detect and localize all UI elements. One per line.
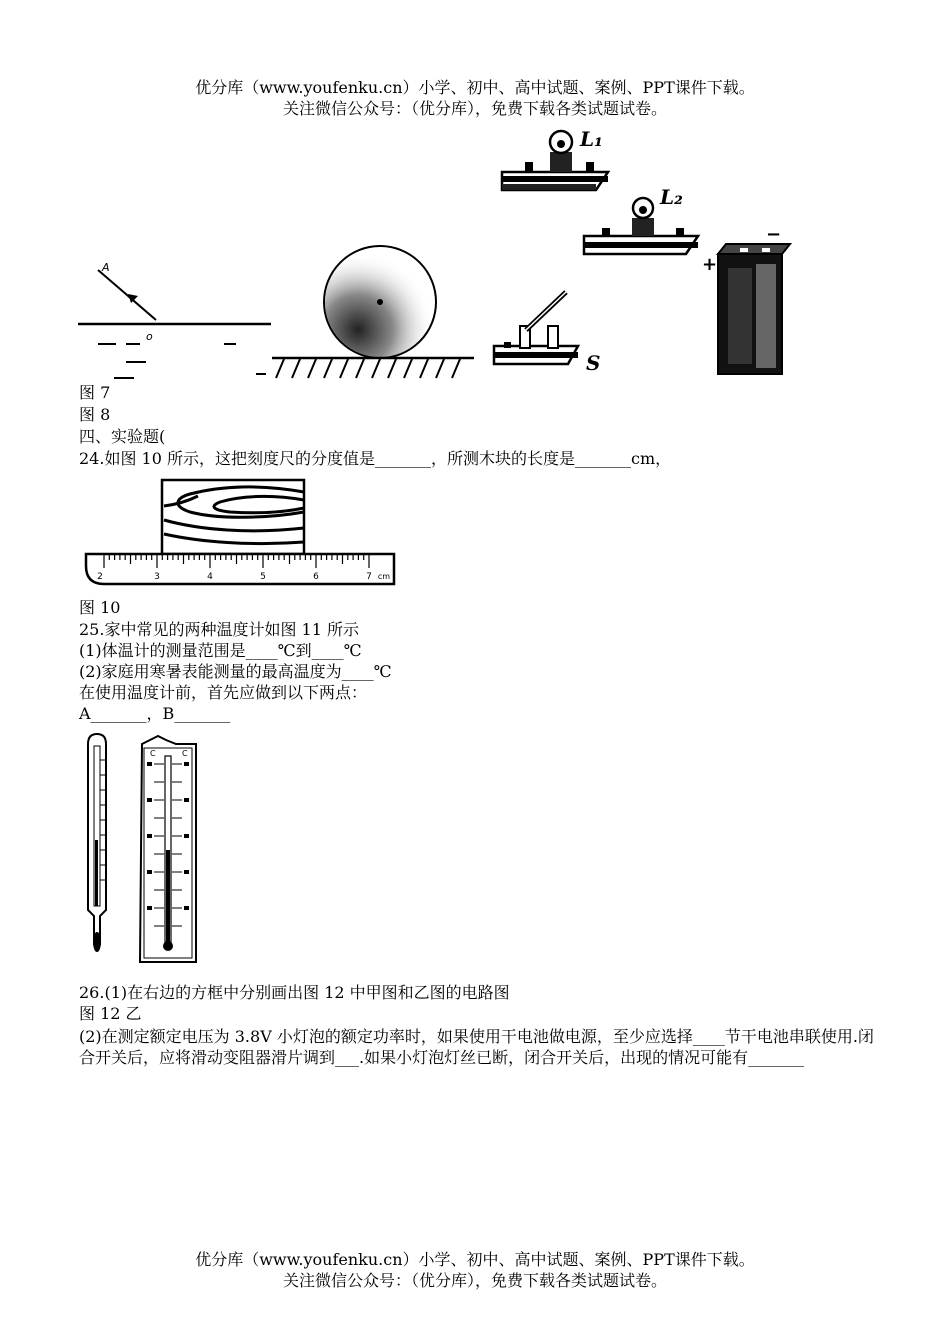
question-25: 25.家中常见的两种温度计如图 11 所示 bbox=[79, 620, 359, 639]
header-line-1: 优分库（www.youfenku.cn）小学、初中、高中试题、案例、PPT课件下载。 bbox=[195, 78, 755, 97]
question-26-part-1: 26.(1)在右边的方框中分别画出图 12 中甲图和乙图的电路图 bbox=[79, 983, 510, 1002]
figure-10-ruler-block bbox=[80, 476, 400, 596]
thermo-unit-right: C bbox=[182, 749, 188, 758]
section-4-heading: 四、实验题( bbox=[79, 427, 166, 446]
question-25-answers: A_______，B_______ bbox=[79, 704, 231, 723]
question-25-part-2: (2)家庭用寒暑表能测量的最高温度为____℃ bbox=[79, 662, 392, 681]
thermo-unit-left: C bbox=[150, 749, 156, 758]
figure-10-caption: 图 10 bbox=[79, 598, 121, 617]
label-plus: + bbox=[702, 254, 718, 275]
question-26-part-2: (2)在测定额定电压为 3.8V 小灯泡的额定功率时，如果使用干电池做电源，至少应选择____节干电池串联使用.闭合开关后，应将滑动变阻器滑片调到___.如果小灯泡灯丝已断，闭合开关后，出现的情况可能有_______ bbox=[79, 1027, 874, 1067]
footer-line-1: 优分库（www.youfenku.cn）小学、初中、高中试题、案例、PPT课件下载。 bbox=[195, 1250, 755, 1269]
figure-8-caption: 图 8 bbox=[79, 405, 111, 424]
figure-7-caption: 图 7 bbox=[79, 383, 111, 402]
circuit-components-figure bbox=[490, 124, 800, 386]
ruler-label-5: 5 bbox=[260, 572, 266, 582]
label-a: A bbox=[102, 261, 110, 274]
ruler-label-7: 7 bbox=[366, 572, 372, 582]
question-24: 24.如图 10 所示，这把刻度尺的分度值是_______，所测木块的长度是_______cm， bbox=[79, 449, 672, 468]
label-l1: L₁ bbox=[580, 127, 603, 151]
header-line-2: 关注微信公众号：（优分库），免费下载各类试题试卷。 bbox=[282, 99, 667, 118]
question-25-part-1: (1)体温计的测量范围是____℃到____℃ bbox=[79, 641, 362, 660]
figure-8-ball-on-ground bbox=[256, 238, 480, 388]
label-o: o bbox=[146, 330, 153, 343]
figure-7-light-reflection bbox=[76, 258, 276, 383]
figure-11-thermometers bbox=[80, 730, 210, 970]
label-minus: − bbox=[766, 224, 782, 245]
question-25-note: 在使用温度计前，首先应做到以下两点： bbox=[79, 683, 368, 702]
label-l2: L₂ bbox=[660, 185, 683, 209]
ruler-label-6: 6 bbox=[313, 572, 319, 582]
ruler-label-4: 4 bbox=[207, 572, 213, 582]
figure-12-caption: 图 12 乙 bbox=[79, 1004, 142, 1023]
footer-line-2: 关注微信公众号：（优分库），免费下载各类试题试卷。 bbox=[282, 1271, 667, 1290]
ruler-label-cm: cm bbox=[377, 572, 391, 581]
label-s: S bbox=[586, 351, 601, 375]
ruler-label-2: 2 bbox=[97, 572, 103, 582]
ruler-label-3: 3 bbox=[154, 572, 160, 582]
